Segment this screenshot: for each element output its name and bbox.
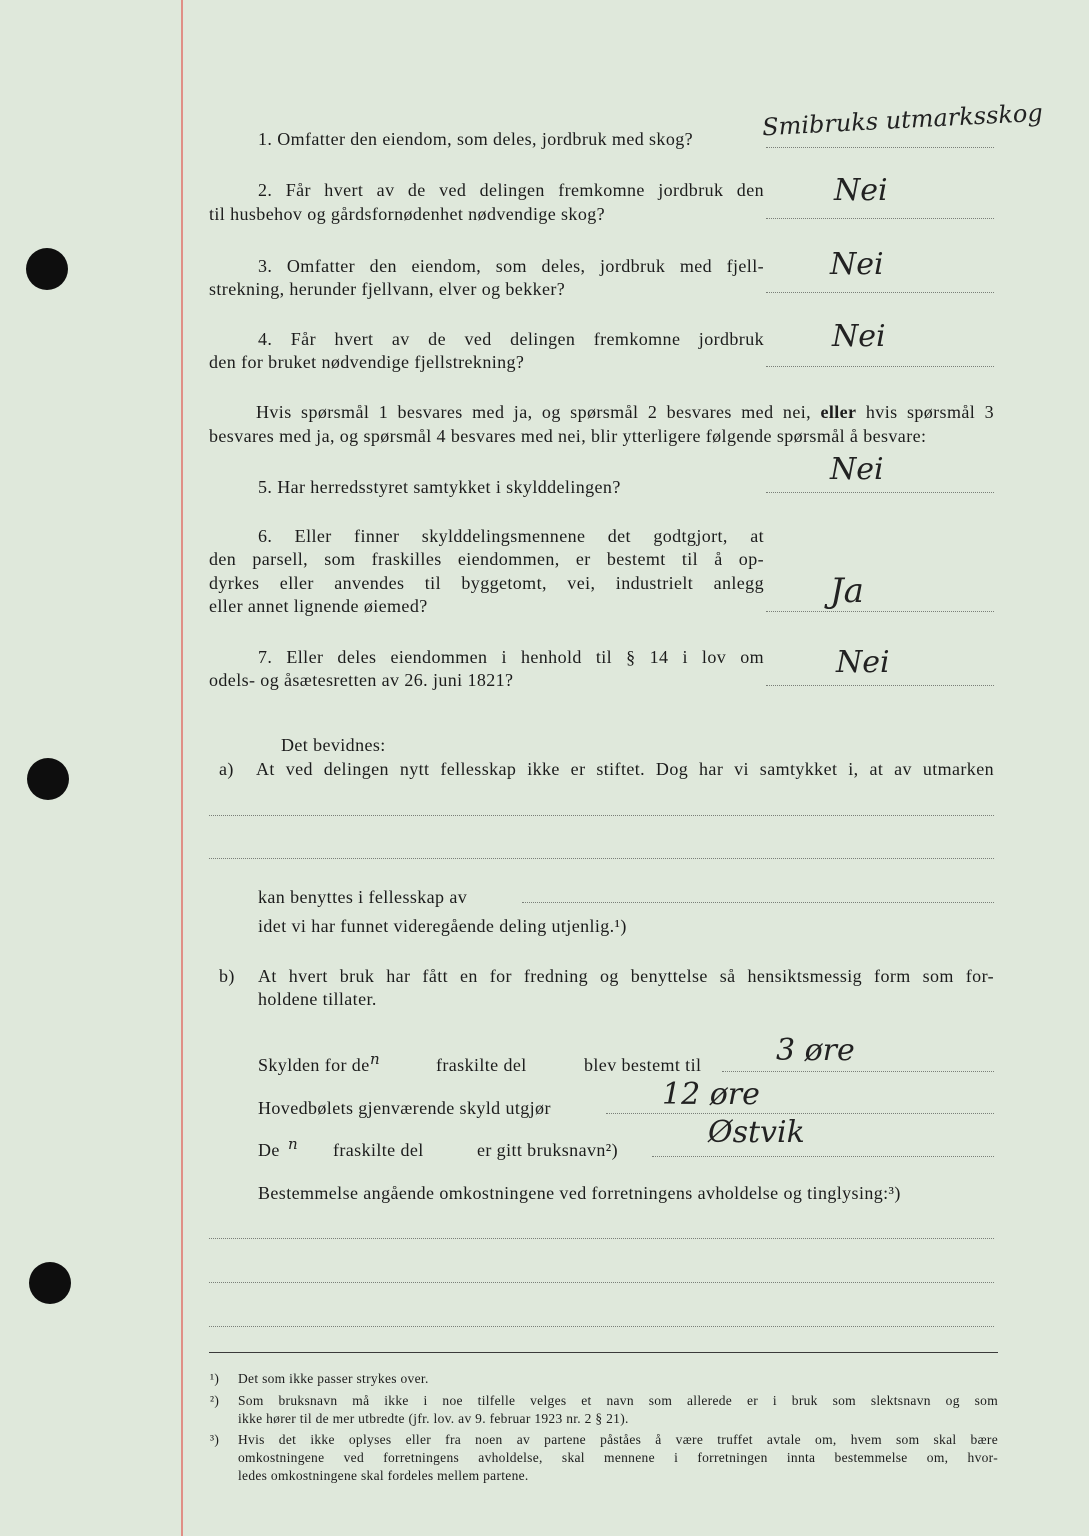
answer-line-6 [766,611,994,612]
condition-text-end: hvis spørsmål 3 [865,402,994,422]
reason-text: idet vi har funnet videregående deling utjenlig.¹) [258,916,627,936]
footnote-2-line-2: ikke hører til de mer utbredte (jfr. lov. av 9. februar 1923 nr. 2 § 21). [238,1411,629,1426]
answer-4: Nei [832,319,886,354]
question-7-line-2: odels- og åsætesretten av 26. juni 1821? [209,670,514,690]
answer-5: Nei [830,452,884,487]
hovedbol-value: 12 øre [662,1077,760,1112]
footnote-separator [209,1352,998,1353]
bruksnavn-value-line [652,1156,994,1157]
skyld-label-end: blev bestemt til [584,1055,702,1075]
question-6-line-4: eller annet lignende øiemed? [209,596,428,616]
answer-line-1 [766,147,994,148]
condition-line-1 [256,403,994,421]
attest-a-label: a) [219,759,234,779]
footnote-3-line-2: omkostningene ved forretningens avholdelse, skal mennene i forretningen innta bestemmelse om, hvor- [238,1450,998,1465]
answer-line-3 [766,292,994,293]
footnote-1: Det som ikke passer strykes over. [238,1371,429,1386]
question-4-line-1: 4. Får hvert av de ved delingen fremkomne jordbruk [258,329,764,349]
attest-blank-line-1 [209,815,994,816]
costs-line-1 [209,1238,994,1239]
shared-use-label: kan benyttes i fellesskap av [258,887,468,907]
condition-text-start: Hvis spørsmål 1 besvares med ja, og spørsmål 2 besvares med nei, [256,402,812,422]
shared-use-line [522,902,994,903]
answer-line-5 [766,492,994,493]
footnote-3-mark: ³) [210,1432,220,1447]
attest-b-text-1: At hvert bruk har fått en for fredning og benyttelse så hensiktsmessig form som for- [258,966,994,986]
question-2-line-2: til husbehov og gårdsfornødenhet nødvendige skog? [209,204,606,224]
question-6-line-3: dyrkes eller anvendes til byggetomt, vei, industrielt anlegg [209,573,764,593]
condition-line-2: besvares med ja, og spørsmål 4 besvares med nei, blir ytterligere følgende spørsmål å besvare: [209,426,927,446]
answer-line-4 [766,366,994,367]
bruksnavn-label-end: er gitt bruksnavn²) [477,1140,618,1160]
punch-hole-bottom [29,1262,71,1304]
question-3-line-1: 3. Omfatter den eiendom, som deles, jordbruk med fjell- [258,256,764,276]
answer-2: Nei [834,173,888,208]
attest-b-label: b) [219,966,235,986]
costs-label: Bestemmelse angående omkostningene ved forretningens avholdelse og tinglysing:³) [258,1183,901,1203]
question-2-line-1: 2. Får hvert av de ved delingen fremkomne jordbruk den [258,180,764,200]
costs-line-2 [209,1282,994,1283]
skyld-value-line [722,1071,994,1072]
costs-line-3 [209,1326,994,1327]
answer-line-2 [766,218,994,219]
answer-3: Nei [830,247,884,282]
footnote-3-line-3: ledes omkostningene skal fordeles mellem partene. [238,1468,529,1483]
attest-a-text: At ved delingen nytt fellesskap ikke er stiftet. Dog har vi samtykket i, at av utmarken [256,759,994,779]
punch-hole-top [26,248,68,290]
skyld-value: 3 øre [776,1033,855,1068]
bruksnavn-label-middle: fraskilte del [333,1140,424,1160]
answer-1: Smibruks utmarksskog [761,98,1044,142]
punch-hole-middle [27,758,69,800]
question-3-line-2: strekning, herunder fjellvann, elver og bekker? [209,279,566,299]
question-7-line-1: 7. Eller deles eiendommen i henhold til § 14 i lov om [258,647,764,667]
attest-b-text-2: holdene tillater. [258,989,377,1009]
hovedbol-label: Hovedbølets gjenværende skyld utgjør [258,1098,551,1118]
bruksnavn-value: Østvik [708,1115,805,1150]
condition-emphasis: eller [820,402,857,422]
footnote-1-mark: ¹) [210,1371,220,1386]
margin-line [181,0,183,1536]
footnote-3-line-1: Hvis det ikke oplyses eller fra noen av partene påståes å være truffet avtale om, hvem som skal bære [238,1432,998,1447]
question-4-line-2: den for bruket nødvendige fjellstrekning? [209,352,525,372]
answer-6: Ja [830,571,864,611]
question-6-line-1: 6. Eller finner skylddelingsmennene det godtgjort, at [258,526,764,546]
attest-blank-line-2 [209,858,994,859]
skyld-handwritten-ending: n [370,1050,380,1068]
question-1: 1. Omfatter den eiendom, som deles, jordbruk med skog? [258,129,694,149]
question-6-line-2: den parsell, som fraskilles eiendommen, er bestemt til å op- [209,549,764,569]
bruksnavn-label-start: De [258,1140,280,1160]
footnote-2-mark: ²) [210,1393,220,1408]
attest-heading: Det bevidnes: [281,735,386,755]
answer-7: Nei [836,645,890,680]
answer-line-7 [766,685,994,686]
question-5: 5. Har herredsstyret samtykket i skylddelingen? [258,477,621,497]
skyld-label-middle: fraskilte del [436,1055,527,1075]
bruksnavn-handwritten-ending: n [288,1135,298,1153]
footnote-2-line-1: Som bruksnavn må ikke i noe tilfelle velges et navn som allerede er i bruk som slektsnavn og som [238,1393,998,1408]
hovedbol-value-line [606,1113,994,1114]
skyld-label-start: Skylden for de [258,1055,370,1075]
